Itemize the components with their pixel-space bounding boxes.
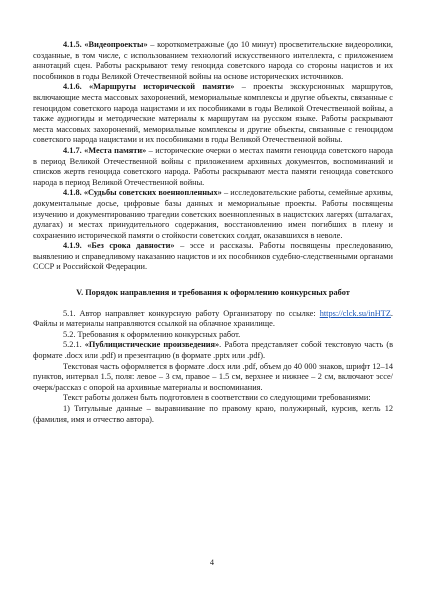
nomination-title: «Видеопроекты» — [84, 40, 148, 49]
nomination-4-1-5 — [33, 40, 393, 82]
nomination-number: 4.1.7. — [63, 145, 82, 155]
paragraph-requirements: Текст работы должен быть подготовлен в соответствии со следующими требованиями: — [63, 393, 371, 403]
paragraph-text-format: Текстовая часть оформляется в формате .docx или .pdf, объем до 40 000 знаков, шрифт 12–14 пунктов, интервал 1.5, поля: левое – 3 см, правое – 1.5 см, верхнее и нижнее – 2 см, включают эссе/очерк/рассказ с опорой на архивные материалы и воспоминания. — [33, 361, 393, 392]
paragraph-5-1 — [33, 309, 393, 330]
nomination-number: 4.1.9. — [63, 241, 82, 251]
section-v-heading: V. Порядок направления и требования к оформлению конкурсных работ — [76, 288, 350, 298]
paragraph-text: . Файлы и материалы направляются ссылкой на облачное хранилище. — [33, 308, 393, 329]
nomination-text: – исследовательские работы, семейные архивы, документальные досье, цифровые базы данных и мемориальные проекты. Работы посвящены изучению и документированию трагедии советских военнопленных в нацистских лагерях (шталагах, дулагах) и местах принудительного содержания, восстановлению имен погибших в плену и сохранению исторической памяти о стойкости советских солдат, оказавшихся в неволе. — [33, 188, 393, 240]
nomination-4-1-8 — [33, 188, 393, 241]
paragraph-number: 5.2.1. — [63, 340, 82, 350]
nomination-text: – короткометражные (до 10 минут) просветительские видеоролики, созданные, в том числе, с использованием технологий искусственного интеллекта, с приложением аннотаций сцен. Работы раскрывают тему геноцида советского народа со стороны нацистов и их пособников в годы Великой Отечественной войны на основе исторических источников. — [33, 40, 393, 81]
nomination-number: 4.1.8. — [63, 188, 82, 198]
nomination-text: – эссе и рассказы. Работы посвящены преследованию, выявлению и справедливому наказанию нацистов и их пособников судебно-следственными органами СССР и Российской Федерации. — [33, 241, 393, 272]
paragraph-text: 5.1. Автор направляет конкурсную работу Организатору по ссылке: — [63, 308, 320, 318]
paragraph-requirement-1: 1) Титульные данные – выравнивание по правому краю, полужирный, курсив, кегль 12 (фамилия, имя и отчество автора). — [33, 404, 393, 424]
nomination-title: «Места памяти» — [84, 145, 147, 155]
nomination-text: – проекты экскурсионных маршрутов, включающие места массовых захоронений, мемориальные комплексы и другие объекты, связанные с геноцидом советского народа нацистами и их пособниками в годы Великой Отечественной войны, а также аудиогиды и методические материалы к маршрутам на русском языке. Работы раскрывают места массовых захоронений, мемориальные комплексы и другие объекты, связанные с геноцидом советского народа нацистами и их пособниками в годы Великой Отечественной войны. — [33, 82, 393, 145]
nomination-4-1-7 — [33, 146, 393, 188]
paragraph-title: «Публицистические произведения» — [84, 340, 220, 350]
nomination-title: «Маршруты исторической памяти» — [89, 82, 235, 92]
nomination-number: 4.1.6. — [63, 82, 82, 92]
nomination-number: 4.1.5. — [63, 40, 82, 49]
page-content — [33, 40, 393, 425]
nomination-list — [33, 40, 393, 273]
nomination-title: «Без срока давности» — [87, 241, 175, 251]
paragraph-text: . Работа представляет собой текстовую часть (в формате .docx или .pdf) и презентацию (в формате .pptx или .pdf). — [33, 340, 394, 361]
submission-link[interactable]: https://clck.su/inHTZ — [319, 308, 391, 318]
paragraph-5-2: 5.2. Требования к оформлению конкурсных работ. — [63, 329, 241, 339]
nomination-4-1-9 — [33, 241, 393, 273]
page-number: 4 — [209, 558, 215, 567]
paragraph-5-2-1 — [33, 340, 393, 361]
nomination-4-1-6 — [33, 82, 393, 146]
nomination-title: «Судьбы советских военнопленных» — [83, 188, 222, 198]
nomination-text: – исторические очерки о местах памяти геноцида советского народа в период Великой Отечественной войны с приложением архивных документов, воспоминаний и списков жертв геноцида советского народа. Работы раскрывают места памяти геноцида советского народа в период Великой Отечественной войны. — [33, 145, 393, 187]
